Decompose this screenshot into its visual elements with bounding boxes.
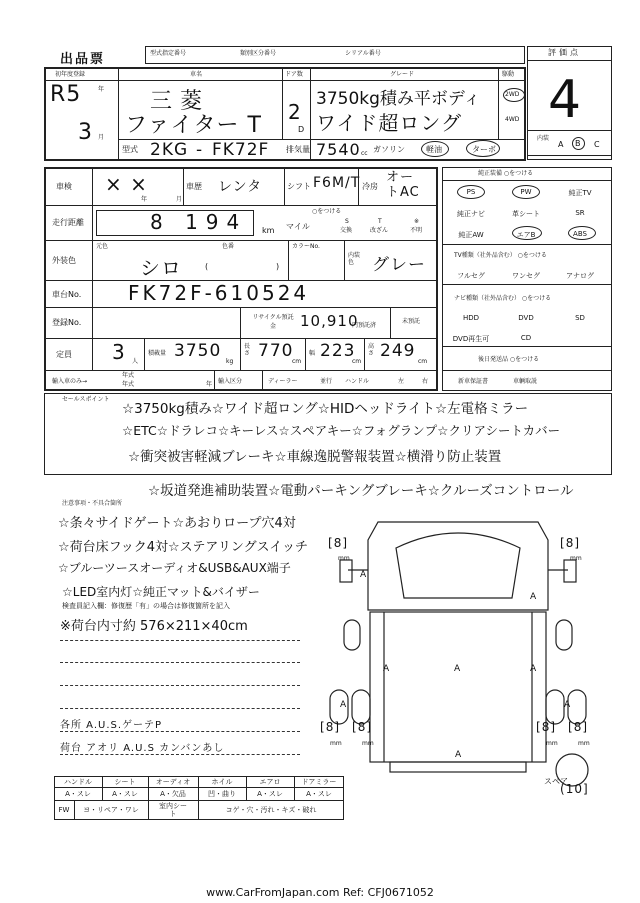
int-grade-a: A bbox=[558, 140, 564, 149]
legend-h-wheel: ホイル bbox=[211, 778, 233, 786]
legend-h-handle: ハンドル bbox=[64, 778, 92, 786]
mile-opt-exchange: 交換 bbox=[340, 227, 353, 234]
mile-opt-s: S bbox=[345, 218, 349, 225]
tire-fl: [8] bbox=[328, 536, 349, 550]
opt-abs: ABS bbox=[573, 230, 587, 238]
later-ship-label: 後日発送品 ○をつける bbox=[478, 356, 540, 363]
cargo-bed bbox=[370, 612, 546, 762]
tire-rr-inner: [8] bbox=[536, 720, 557, 734]
mile-label: マイル bbox=[286, 222, 310, 231]
tv-fullseg: フルセグ bbox=[457, 272, 485, 280]
notes-label: 注意事項・不具合箇所 bbox=[62, 500, 123, 507]
sales-point-line-2: ☆ETC☆ドラレコ☆キーレス☆スペアキー☆フォグランプ☆クリアシートカバー bbox=[122, 423, 561, 438]
rear-bumper bbox=[390, 762, 526, 772]
tire-rl-outer-mm: mm bbox=[330, 740, 342, 747]
handle-right: 右 bbox=[422, 378, 429, 385]
chassis-value: FK72F-610524 bbox=[128, 281, 310, 305]
length-label: 長さ bbox=[244, 343, 251, 357]
maker-name: 三菱 bbox=[150, 89, 211, 114]
import-year-unit: 年 bbox=[206, 381, 213, 388]
sales-points-label: セールスポイント bbox=[62, 396, 110, 403]
field-category-number: 類別区分番号 bbox=[240, 50, 277, 57]
damage-mark-3: A bbox=[383, 664, 390, 674]
legend-r1-wheel: 凹・曲り bbox=[208, 790, 236, 798]
sales-point-line-4: ☆坂道発進補助装置☆電動パーキングブレーキ☆クルーズコントロール bbox=[148, 483, 574, 499]
color-paren-close: ) bbox=[276, 262, 280, 271]
opt-ps: PS bbox=[466, 188, 476, 196]
int-grade-b: B bbox=[575, 139, 581, 148]
km-unit: km bbox=[262, 226, 275, 235]
cab-outline bbox=[368, 522, 548, 610]
int-color-value: グレー bbox=[372, 255, 426, 275]
doors-value: 2 bbox=[288, 100, 302, 124]
chassis-label: 車台No. bbox=[52, 290, 82, 299]
mileage-value: 8 194 bbox=[150, 210, 248, 234]
model-prefix: 2KG bbox=[150, 140, 189, 160]
info-grid bbox=[44, 167, 438, 391]
recycle-label: リサイクル預託金 bbox=[252, 314, 294, 330]
nav-sd: SD bbox=[575, 314, 585, 322]
score-label: 評価点 bbox=[548, 48, 581, 57]
damage-mark-5: A bbox=[530, 664, 537, 674]
mirror-right bbox=[564, 560, 576, 582]
sales-point-line-3: ☆衝突被害軽減ブレーキ☆車線逸脱警報装置☆横滑り防止装置 bbox=[128, 449, 502, 465]
color-orig-label: 元色 bbox=[96, 243, 109, 250]
legend-r2-interior: 室内シート bbox=[159, 802, 187, 818]
import-year: 年式 bbox=[122, 372, 135, 379]
tire-fr: [8] bbox=[560, 536, 581, 550]
first-reg-year: R5 bbox=[50, 82, 82, 107]
model-dash: - bbox=[196, 140, 204, 160]
parallel: 並行 bbox=[320, 378, 333, 385]
cargo-dimensions: ※荷台内寸約 576×211×40cm bbox=[60, 619, 248, 634]
damage-mark-1: A bbox=[360, 570, 367, 580]
cd-play: CD bbox=[520, 334, 532, 342]
note-line-3: ☆ブルーツースオーディオ&USB&AUX端子 bbox=[58, 561, 291, 575]
load-unit: kg bbox=[226, 358, 234, 365]
legend-h-audio: オーディオ bbox=[155, 778, 191, 786]
first-reg-month: 3 bbox=[78, 120, 93, 145]
int-grade-c: C bbox=[594, 140, 600, 149]
new-warranty: 新車保証書 bbox=[458, 378, 489, 385]
grade-label: グレード bbox=[390, 71, 415, 78]
grade-line-1: 3750kg積み平ボディ bbox=[316, 89, 481, 109]
displacement-value: 7540 bbox=[316, 140, 361, 159]
damage-mark-8: A bbox=[455, 750, 462, 760]
drive-2wd: 2WD bbox=[505, 91, 520, 98]
doors-suffix: D bbox=[298, 125, 305, 134]
nav-hdd: HDD bbox=[462, 314, 480, 322]
opt-navi: 純正ナビ bbox=[457, 210, 485, 218]
int-color-label: 内装色 bbox=[348, 252, 361, 266]
sales-point-line-1: ☆3750kg積み☆ワイド超ロング☆HIDヘッドライト☆左電格ミラー bbox=[122, 401, 529, 417]
dvd-play: DVD再生可 bbox=[452, 335, 490, 343]
mark-note: ○をつける bbox=[312, 208, 342, 215]
opt-aw: 純正AW bbox=[458, 231, 484, 239]
inspect-hand-2: 荷台 アオリ A.U.S カンバンあし bbox=[60, 743, 225, 754]
capacity-unit: 人 bbox=[132, 358, 139, 365]
footer-watermark: www.CarFromJapan.com Ref: CFJ0671052 bbox=[206, 886, 434, 899]
legend-h-seat: シート bbox=[114, 778, 136, 786]
tire-rl-inner-mm: mm bbox=[362, 740, 374, 747]
nav-dvd: DVD bbox=[518, 314, 534, 322]
import-prev: 年式 bbox=[122, 381, 135, 388]
damage-mark-6: A bbox=[340, 700, 347, 710]
legend-r1-aero: A・スレ bbox=[257, 790, 283, 798]
tv-analog: アナログ bbox=[566, 272, 594, 280]
nav-type-label: ナビ種類（社外品含む） ○をつける bbox=[454, 295, 552, 302]
field-type-number: 型式指定番号 bbox=[150, 50, 187, 57]
import-cat: 輸入区分 bbox=[218, 378, 243, 385]
capacity-value: 3 bbox=[112, 340, 126, 364]
tire-rl-inner: [8] bbox=[352, 720, 373, 734]
drive-label: 駆動 bbox=[502, 71, 515, 78]
tire-fl-mm: mm bbox=[338, 555, 350, 562]
fuel-diesel: 軽油 bbox=[426, 145, 442, 154]
tv-type-label: TV種類（社外品含む） ○をつける bbox=[454, 252, 547, 259]
turbo-label: ターボ bbox=[472, 145, 496, 154]
model-label: 型式 bbox=[122, 145, 138, 154]
displacement-label: 排気量 bbox=[286, 145, 310, 154]
page-title: 出品票 bbox=[60, 52, 106, 67]
doors-label: ドア数 bbox=[285, 71, 303, 78]
spare-label: スペア bbox=[544, 777, 568, 786]
cc-unit: cc bbox=[361, 150, 368, 157]
tire-rr-outer-mm: mm bbox=[578, 740, 590, 747]
field-serial-number: シリアル番号 bbox=[345, 50, 381, 57]
legend-r1-mirror: A・スレ bbox=[306, 790, 332, 798]
grade-line-2: ワイド超ロング bbox=[316, 111, 462, 135]
ac-value: オートAC bbox=[386, 170, 420, 200]
height-label: 高さ bbox=[368, 343, 375, 357]
width-value: 223 bbox=[320, 341, 356, 361]
shaken-value: × × bbox=[105, 172, 148, 196]
mirror-left bbox=[340, 560, 352, 582]
legend-r2-fw: ヨ・リペア・ワレ bbox=[83, 806, 139, 814]
width-cm: cm bbox=[352, 358, 362, 365]
inspect-hand-1: 各所 A.U.S.ゲーテP bbox=[60, 720, 163, 731]
recycle-value: 10,910 bbox=[300, 312, 359, 330]
legend-h-mirror: ドアミラー bbox=[301, 778, 337, 786]
interior-label: 内装 bbox=[537, 135, 550, 142]
height-value: 249 bbox=[380, 341, 416, 361]
year-unit: 年 bbox=[98, 86, 105, 93]
shaken-label: 車検 bbox=[56, 182, 72, 191]
recycle-unit: 円預託済 bbox=[352, 322, 377, 329]
tire-fr-mm: mm bbox=[570, 555, 582, 562]
first-reg-label: 初年度登録 bbox=[55, 71, 86, 78]
car-name-label: 車名 bbox=[190, 71, 203, 78]
load-value: 3750 bbox=[174, 341, 222, 361]
tire-rr-outer: [8] bbox=[568, 720, 589, 734]
tire-rr-inner-mm: mm bbox=[546, 740, 558, 747]
owner-manual: 車輌取説 bbox=[513, 378, 538, 385]
opt-leather: 革シート bbox=[512, 210, 540, 218]
tv-oneseg: ワンセグ bbox=[512, 272, 540, 280]
legend-r1-handle: A・スレ bbox=[65, 790, 91, 798]
note-line-4: ☆LED室内灯☆純正マット&バイザー bbox=[62, 585, 260, 599]
opt-pw: PW bbox=[520, 188, 532, 196]
shift-label: シフト bbox=[287, 182, 311, 191]
note-line-2: ☆荷台床フック4対☆ステアリングスイッチ bbox=[58, 540, 308, 555]
header-box bbox=[145, 46, 525, 64]
legend-fw: FW bbox=[58, 806, 70, 814]
reg-label: 登録No. bbox=[52, 318, 82, 327]
color-value: シロ bbox=[140, 256, 182, 280]
height-cm: cm bbox=[418, 358, 428, 365]
color-paren-open: ( bbox=[205, 262, 209, 271]
length-cm: cm bbox=[292, 358, 302, 365]
usage-value: レンタ bbox=[218, 179, 263, 195]
fuel-gasoline: ガソリン bbox=[373, 145, 405, 154]
score-value: 4 bbox=[548, 70, 583, 130]
color-label: 外装色 bbox=[52, 256, 76, 265]
handle: ハンドル bbox=[345, 378, 370, 385]
mile-opt-t: T bbox=[378, 218, 382, 225]
colorno-label: カラーNo. bbox=[292, 243, 320, 250]
legend-r2-damage: コゲ・穴・汚れ・キズ・破れ bbox=[225, 806, 317, 814]
damage-mark-2: A bbox=[530, 592, 537, 602]
ac-label: 冷房 bbox=[362, 182, 378, 191]
opt-tv: 純正TV bbox=[568, 189, 592, 197]
drive-4wd: 4WD bbox=[505, 116, 520, 123]
legend-r1-seat: A・スレ bbox=[112, 790, 138, 798]
shift-value: F6M/T bbox=[313, 175, 361, 191]
note-line-1: ☆条々サイドゲート☆あおりロープ穴4対 bbox=[58, 516, 296, 531]
options-header: 純正装備 ○をつける bbox=[478, 170, 534, 177]
recycle-none: 未預託 bbox=[402, 318, 421, 325]
month-unit: 月 bbox=[98, 134, 105, 141]
car-model-name: ファイター T bbox=[125, 113, 262, 138]
usage-label: 車歴 bbox=[186, 182, 202, 191]
mile-opt-x: ※ bbox=[414, 218, 420, 225]
handle-left: 左 bbox=[398, 378, 405, 385]
tire-rl-outer: [8] bbox=[320, 720, 341, 734]
mileage-label: 走行距離 bbox=[52, 218, 84, 227]
opt-sr: SR bbox=[575, 209, 585, 217]
mile-opt-tamper: 改ざん bbox=[370, 227, 389, 234]
windshield bbox=[396, 533, 520, 598]
shaken-month: 月 bbox=[176, 196, 183, 203]
legend-r1-audio: A・欠品 bbox=[160, 790, 186, 798]
dealer: ディーラー bbox=[268, 378, 298, 385]
opt-airbag: エアB bbox=[516, 231, 536, 239]
load-label: 積載量 bbox=[148, 350, 167, 357]
shaken-year: 年 bbox=[141, 196, 148, 203]
legend-h-aero: エアロ bbox=[259, 778, 281, 786]
color-no-label: 色番 bbox=[222, 243, 235, 250]
width-label: 幅 bbox=[309, 350, 316, 357]
damage-mark-7: A bbox=[564, 700, 571, 710]
mile-opt-unknown: 不明 bbox=[410, 227, 423, 234]
spare-value: (10] bbox=[560, 782, 589, 796]
length-value: 770 bbox=[258, 341, 294, 361]
model-code: FK72F bbox=[212, 140, 270, 160]
capacity-label: 定員 bbox=[56, 350, 72, 359]
damage-mark-4: A bbox=[454, 664, 461, 674]
inspector-note: 検査員記入欄：修復歴「有」の場合は修復箇所を記入 bbox=[62, 602, 230, 610]
import-label: 輸入車のみ→ bbox=[52, 378, 88, 385]
